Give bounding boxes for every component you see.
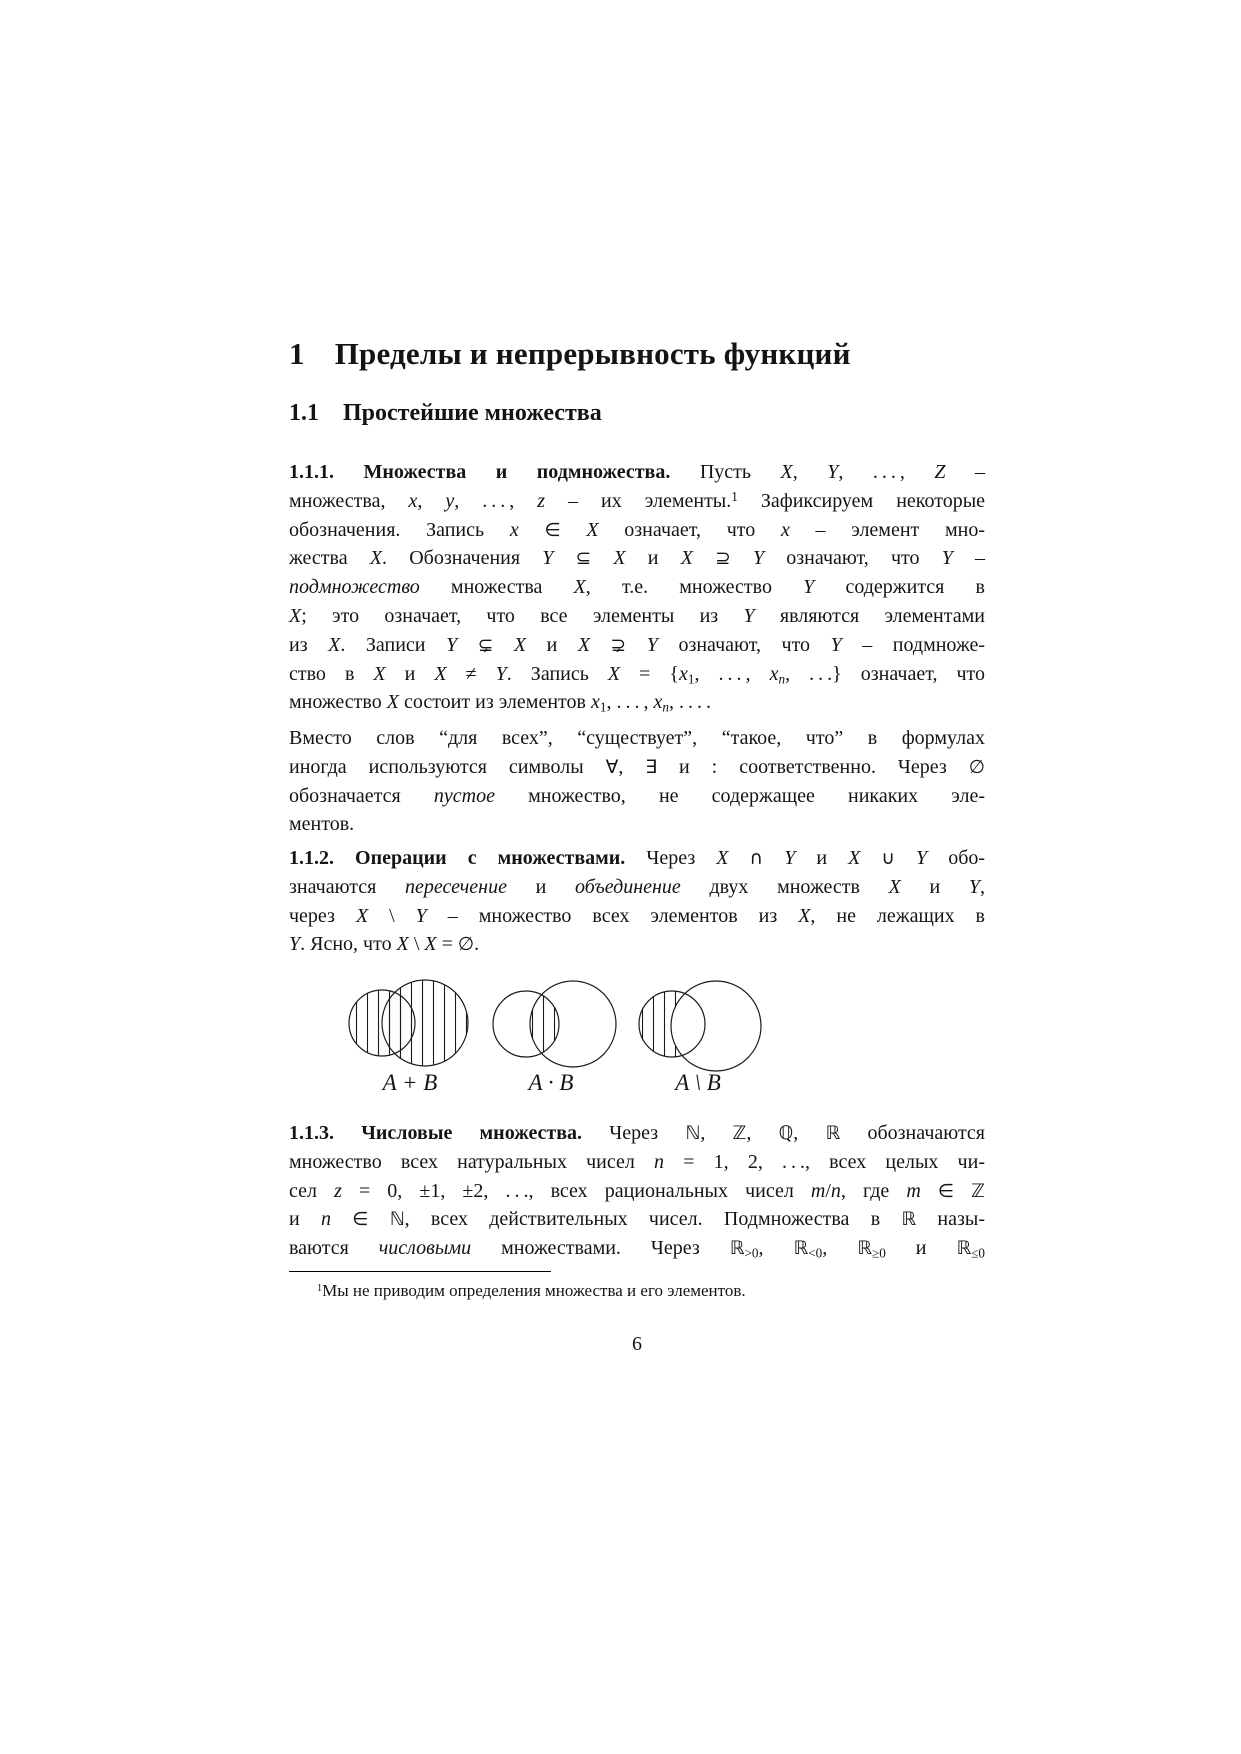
text-line: ментов.	[289, 813, 355, 836]
subsection-title: Простейшие множества	[343, 400, 602, 426]
text-line: сел z = 0, ±1, ±2, . . ., всех рациональных чисел m/n, где m ∈ ℤ	[289, 1179, 985, 1202]
text-line: подмножество множества X, т.е. множество Y содержится в	[289, 576, 985, 599]
venn-label: A \ B	[675, 1070, 721, 1095]
text-line: жества X. Обозначения Y ⊆ X и X ⊇ Y означают, что Y –	[289, 547, 986, 570]
venn-intersection-diagram	[493, 981, 616, 1095]
venn-union-diagram	[349, 980, 468, 1095]
section-heading	[289, 336, 985, 372]
text-line: обозначения. Запись x ∈ X означает, что x – элемент мно-	[289, 518, 986, 541]
venn-label: A · B	[528, 1070, 574, 1095]
text-line: множества, x, y, . . . , z – их элементы.$^1$ Зафиксируем некоторые	[289, 488, 986, 512]
footnote	[289, 1280, 985, 1302]
text-line: и n ∈ ℕ, всех действительных чисел. Подмножества в ℝ назы-	[289, 1208, 986, 1231]
paragraph-quantifier-symbols	[289, 724, 985, 839]
section-number: 1	[289, 336, 305, 371]
venn-diagrams-figure	[289, 973, 985, 1098]
text-line: значаются пересечение и объединение двух множеств X и Y,	[289, 875, 985, 898]
paragraph-sets-and-subsets	[289, 458, 985, 717]
section-title: Пределы и непрерывность функций	[334, 336, 851, 371]
page-number: 6	[632, 1333, 642, 1355]
text-line: Y. Ясно, что X \ X = ∅.	[289, 933, 480, 956]
text-line: Вместо слов “для всех”, “существует”, “такое, что” в формулах	[289, 727, 985, 749]
venn-label: A + B	[382, 1070, 438, 1095]
footnote-text: Мы не приводим определения множества и его элементов.	[322, 1281, 746, 1300]
venn-difference-diagram	[639, 981, 761, 1095]
subsection-number: 1.1	[289, 400, 319, 426]
text-line: ство в X и X ≠ Y. Запись $X = \{x_1$, . . . , $x_n$, . . .} означает, что	[289, 662, 986, 686]
footnote-marker: 1	[317, 1282, 323, 1294]
venn-diagrams-svg	[289, 973, 985, 1098]
text-line: из X. Записи Y ⊊ X и X ⊋ Y означают, что Y – подмноже-	[289, 633, 986, 656]
text-line: иногда используются символы ∀, ∃ и : соответственно. Через ∅	[289, 755, 985, 778]
text-line: множество всех натуральных чисел n = 1, 2, . . ., всех целых чи-	[289, 1150, 985, 1173]
text-line: множество X состоит из элементов $x_1$, . . . , $x_n$, . . . .	[289, 691, 711, 715]
text-line: 1.1.1. Множества и подмножества. Пусть X, Y, . . . , Z –	[289, 461, 986, 483]
text-line: X; это означает, что все элементы из Y являются элементами	[289, 604, 985, 627]
text-line: через X \ Y – множество всех элементов из X, не лежащих в	[289, 904, 986, 927]
paragraph-set-operations	[289, 844, 985, 959]
text-line: 1.1.2. Операции с множествами. Через X ∩ Y и X ∪ Y обо-	[289, 847, 986, 869]
paragraph-number-sets	[289, 1119, 985, 1263]
text-line: 1.1.3. Числовые множества. Через ℕ, ℤ, ℚ, ℝ обозначаются	[289, 1122, 986, 1144]
text-line: обозначается пустое множество, не содержащее никаких эле-	[289, 784, 985, 807]
text-line: ваются числовыми множествами. Через ℝ$_{>0}$, ℝ$_{<0}$, ℝ$_{\ge 0}$ и ℝ$_{\le 0}$	[289, 1237, 986, 1261]
footnote-rule	[289, 1271, 551, 1272]
subsection-heading	[289, 400, 985, 427]
